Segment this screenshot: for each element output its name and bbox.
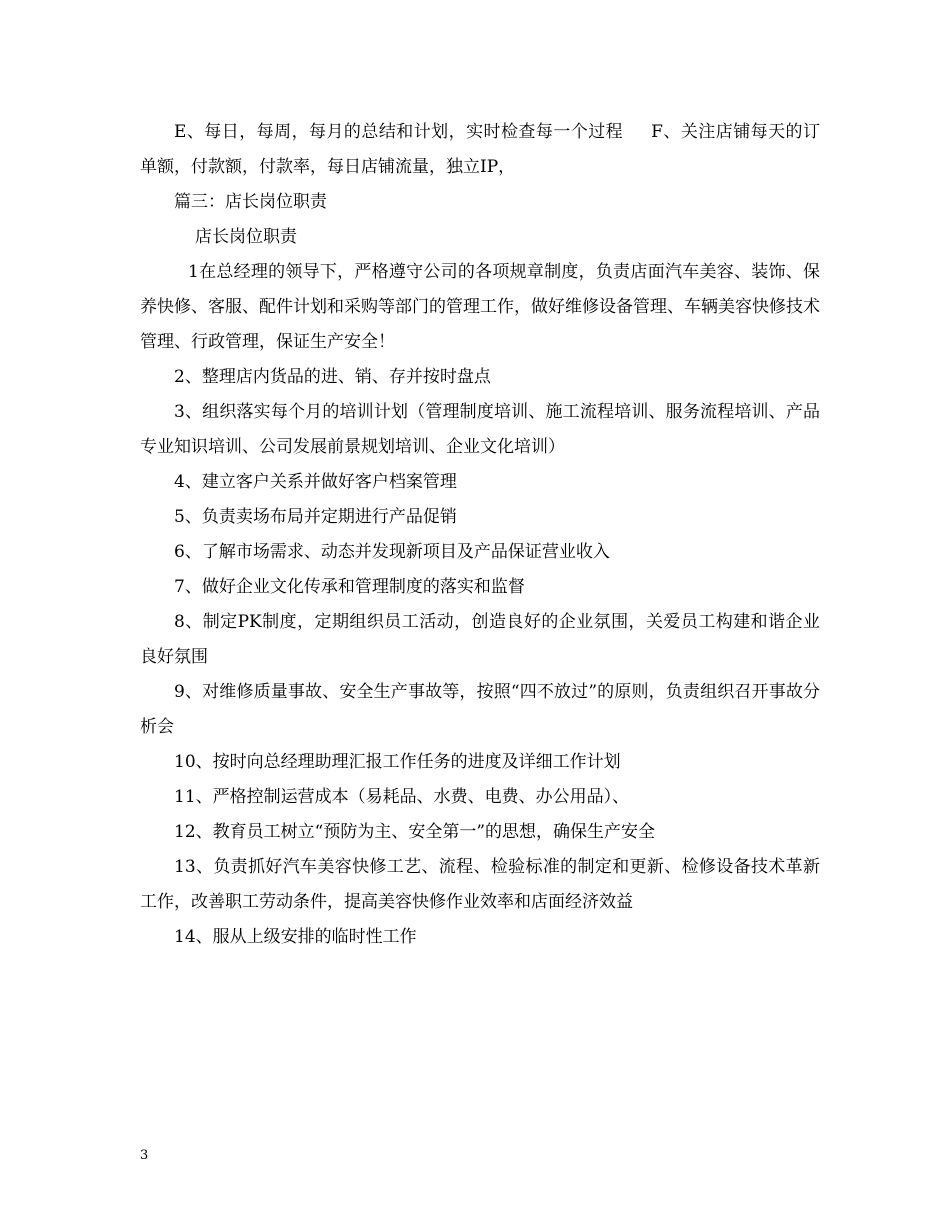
list-item: 11、严格控制运营成本（易耗品、水费、电费、办公用品）、 [174, 787, 630, 807]
list-item: 9、对维修质量事故、安全生产事故等，按照“四不放过”的原则，负责组织召开事故分析会 [140, 682, 820, 737]
list-item: 14、服从上级安排的临时性工作 [174, 927, 417, 947]
paragraph-e [140, 115, 820, 185]
list-item: 12、教育员工树立“预防为主、安全第一”的思想，确保生产安全 [174, 822, 656, 842]
list-item: 2、整理店内货品的进、销、存并按时盘点 [174, 367, 491, 387]
document-body [140, 115, 820, 955]
list-item: 13、负责抓好汽车美容快修工艺、流程、检验标准的制定和更新、检修设备技术革新工作，改善职工劳动条件，提高美容快修作业效率和店面经济效益 [140, 857, 820, 912]
list-item: 6、了解市场需求、动态并发现新项目及产品保证营业收入 [174, 542, 610, 562]
list-item: 8、制定PK制度，定期组织员工活动，创造良好的企业氛围，关爱员工构建和谐企业良好氛围 [140, 612, 820, 667]
list-item: 7、做好企业文化传承和管理制度的落实和监督 [174, 577, 525, 597]
paragraph-f-text: F、关注店铺每天的订单额，付款额，付款率，每日店铺流量，独立IP， [140, 122, 820, 177]
section-title: 店长岗位职责 [195, 227, 297, 247]
page-number: 3 [140, 1148, 149, 1163]
list-item: 4、建立客户关系并做好客户档案管理 [174, 472, 457, 492]
paragraph-e-text: E、每日，每周，每月的总结和计划，实时检查每一个过程 [174, 122, 624, 142]
chapter-heading: 篇三：店长岗位职责 [174, 192, 327, 212]
list-item: 10、按时向总经理助理汇报工作任务的进度及详细工作计划 [174, 752, 621, 772]
list-item: 1在总经理的领导下，严格遵守公司的各项规章制度，负责店面汽车美容、装饰、保养快修、客服、配件计划和采购等部门的管理工作，做好维修设备管理、车辆美容快修技术管理、行政管理，保证生产安全！ [140, 262, 820, 352]
list-item: 3、组织落实每个月的培训计划（管理制度培训、施工流程培训、服务流程培训、产品专业知识培训、公司发展前景规划培训、企业文化培训） [140, 402, 820, 457]
list-item: 5、负责卖场布局并定期进行产品促销 [174, 507, 457, 527]
